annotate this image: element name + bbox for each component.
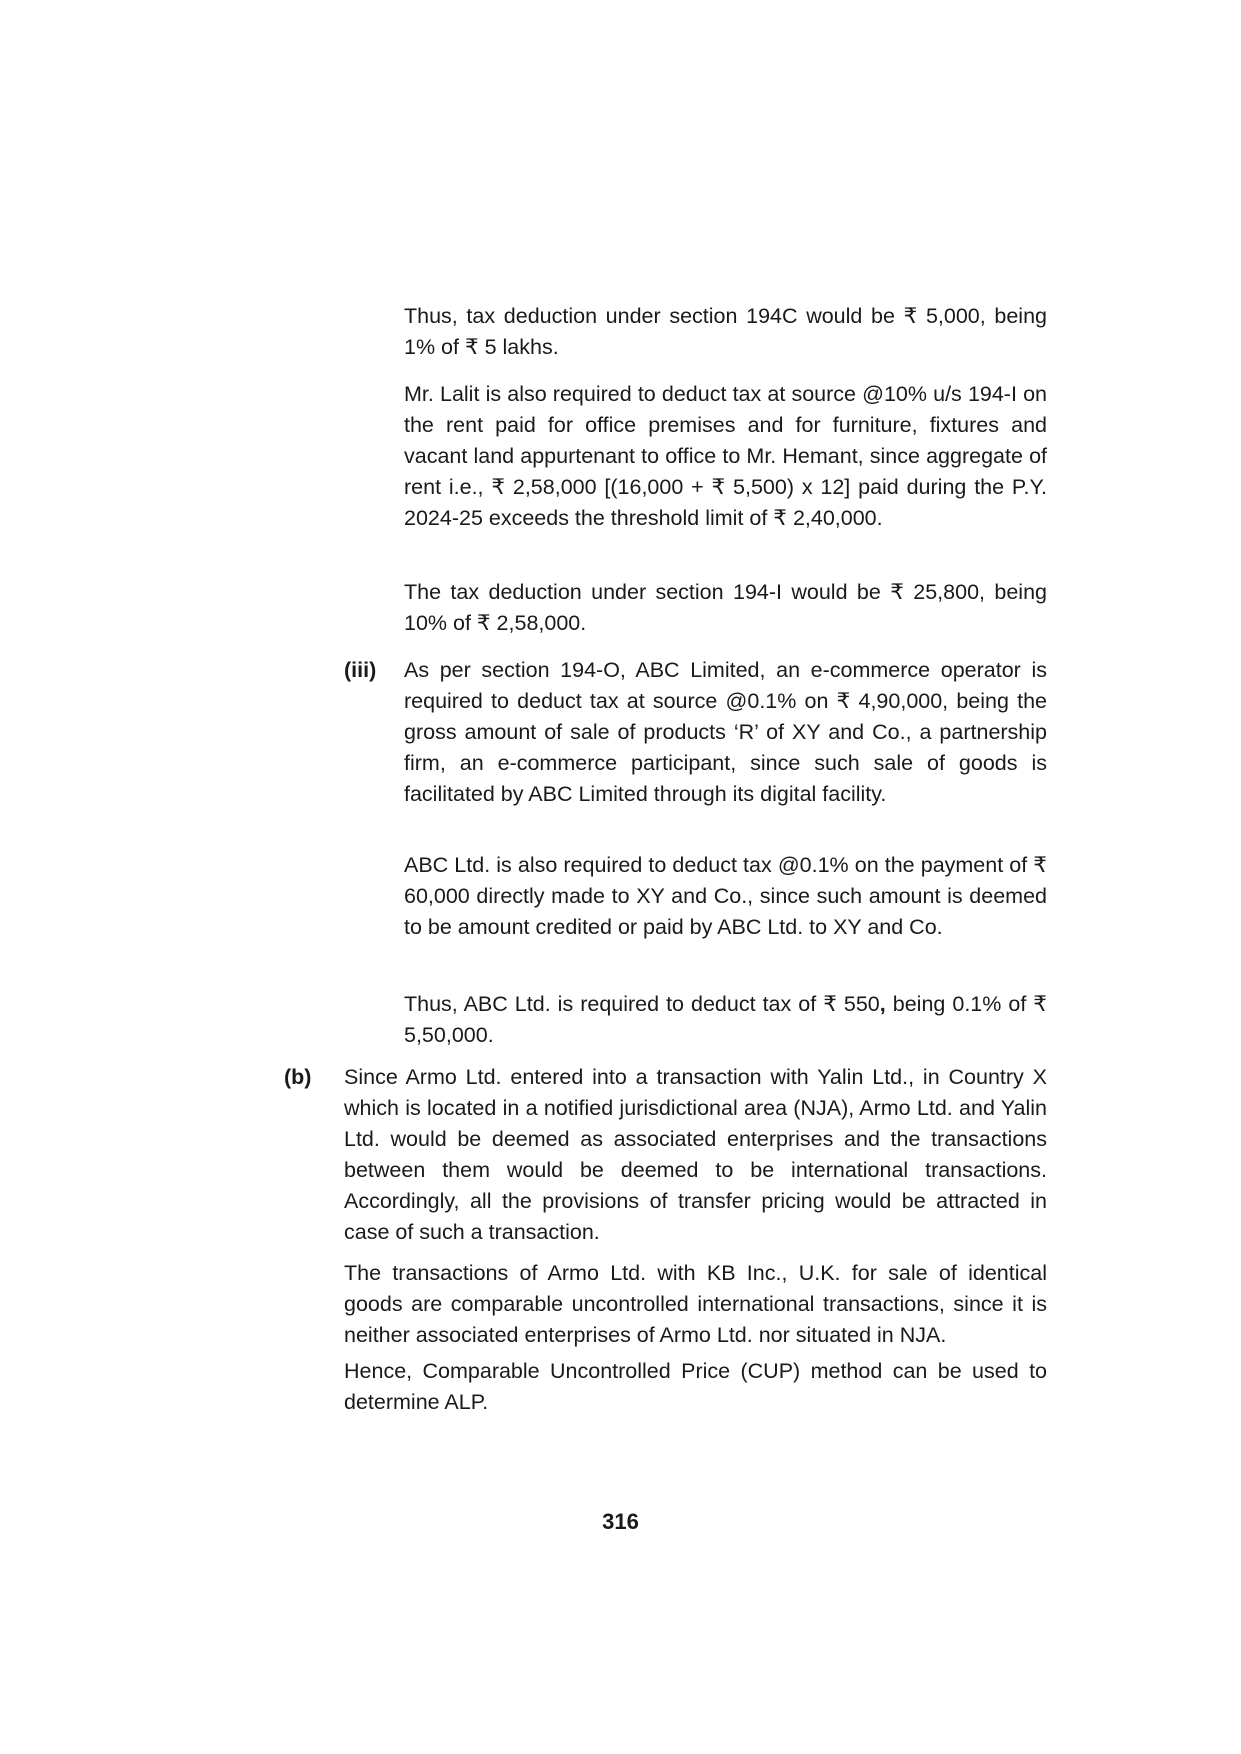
total-deduction-text-start: Thus, ABC Ltd. is required to deduct tax of ₹ 550 — [404, 992, 880, 1016]
total-deduction-bold-comma: , — [879, 992, 886, 1016]
total-deduction-text-end: being 0.1% of ₹ 5,50,000. — [404, 992, 1047, 1047]
paragraph-transfer-pricing: Since Armo Ltd. entered into a transaction with Yalin Ltd., in Country X which is located in a notified jurisdictional area (NJA), Armo Ltd. and Yalin Ltd. would be deemed as associated enterprises and the transactions between them would be deemed to be international transactions. Accordingly, all the provisions of transfer pricing would be attracted in case of such a transaction. — [344, 1065, 1047, 1244]
page-number: 316 — [602, 1509, 639, 1534]
paragraph-comparable-transactions: The transactions of Armo Ltd. with KB Inc., U.K. for sale of identical goods are comparable uncontrolled international transactions, since it is neither associated enterprises of Armo Ltd. nor situated in NJA. — [344, 1261, 1047, 1347]
paragraph-total-deduction — [404, 989, 1047, 1051]
paragraph-194c-deduction: Thus, tax deduction under section 194C would be ₹ 5,000, being 1% of ₹ 5 lakhs. — [404, 304, 1047, 359]
item-marker-iii: (iii) — [344, 658, 377, 682]
paragraph-194i-rent: Mr. Lalit is also required to deduct tax at source @10% u/s 194-I on the rent paid for office premises and for furniture, fixtures and vacant land appurtenant to office to Mr. Hemant, since aggregate of rent i.e., ₹ 2,58,000 [(16,000 + ₹ 5,500) x 12] paid during the P.Y. 2024-25 exceeds the threshold limit of ₹ 2,40,000. — [404, 382, 1047, 530]
paragraph-direct-payment: ABC Ltd. is also required to deduct tax @0.1% on the payment of ₹ 60,000 directly made to XY and Co., since such amount is deemed to be amount credited or paid by ABC Ltd. to XY and Co. — [404, 853, 1047, 939]
paragraph-cup-method: Hence, Comparable Uncontrolled Price (CUP) method can be used to determine ALP. — [344, 1359, 1047, 1414]
paragraph-194o-ecommerce: As per section 194-O, ABC Limited, an e-commerce operator is required to deduct tax at source @0.1% on ₹ 4,90,000, being the gross amount of sale of products ‘R’ of XY and Co., a partnership firm, an e-commerce participant, since such sale of goods is facilitated by ABC Limited through its digital facility. — [404, 658, 1047, 806]
paragraph-194i-deduction: The tax deduction under section 194-I would be ₹ 25,800, being 10% of ₹ 2,58,000. — [404, 580, 1047, 635]
item-marker-b: (b) — [284, 1065, 312, 1089]
